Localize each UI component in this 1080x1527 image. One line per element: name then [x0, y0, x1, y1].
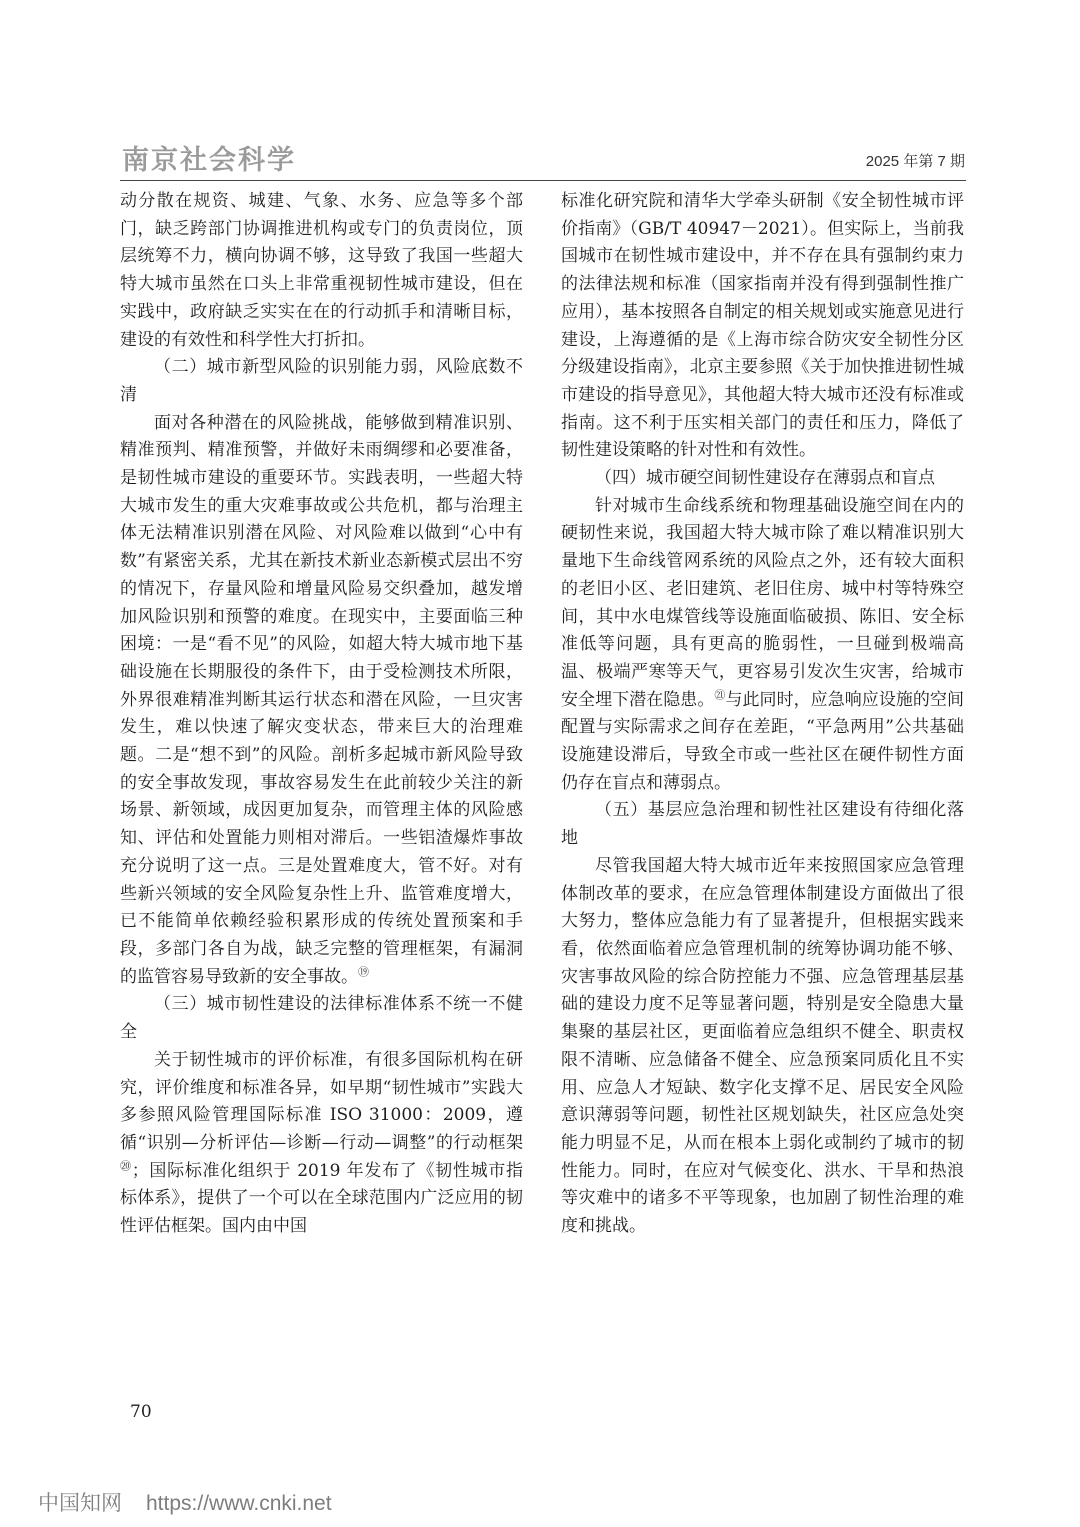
page-number: 70	[130, 1402, 152, 1422]
footer-watermark	[38, 1487, 356, 1517]
paragraph-text: 关于韧性城市的评价标准，有很多国际机构在研究，评价维度和标准各异，如早期“韧性城市”实践大多参照风险管理国际标准 ISO 31000：2009，遵循“识别—分析评估—诊断—行动—调整”的行动框架	[120, 1049, 523, 1153]
paragraph: 尽管我国超大特大城市近年来按照国家应急管理体制改革的要求，在应急管理体制建设方面做出了很大努力，整体应急能力有了显著提升，但根据实践来看，依然面临着应急管理机制的统筹协调功能不够、灾害事故风险的综合防控能力不强、应急管理基层基础的建设力度不足等显著问题，特别是安全隐患大量集聚的基层社区，更面临着应急组织不健全、职责权限不清晰、应急储备不健全、应急预案同质化且不实用、应急人才短缺、数字化支撑不足、居民安全风险意识薄弱等问题，韧性社区规划缺失，社区应急处突能力明显不足，从而在根本上弱化或制约了城市的韧性能力。同时，在应对气候变化、洪水、干旱和热浪等灾难中的诸多不平等现象，也加剧了韧性治理的难度和挑战。	[561, 855, 964, 1237]
footnote-marker: ㉑	[714, 688, 726, 701]
footer-site-name: 中国知网	[38, 1492, 122, 1515]
section-heading: （三）城市韧性建设的法律标准体系不统一不健全	[120, 994, 523, 1043]
paragraph: 动分散在规资、城建、气象、水务、应急等多个部门，缺乏跨部门协调推进机构或专门的负责岗位，顶层统筹不力，横向协调不够，这导致了我国一些超大特大城市虽然在口头上非常重视韧性城市建设，但在实践中，政府缺乏实实在在的行动抓手和清晰目标，建设的有效性和科学性大打折扣。	[120, 191, 523, 350]
paragraph	[120, 410, 523, 992]
issue-number: 2025 年第 7 期	[865, 153, 965, 170]
footnote-marker: ⑳	[120, 1158, 132, 1172]
journal-title: 南京社会科学	[122, 145, 296, 176]
section-heading: （四）城市硬空间韧性建设存在薄弱点和盲点	[595, 468, 935, 489]
section-heading: （五）基层应急治理和韧性社区建设有待细化落地	[561, 800, 964, 849]
paragraph-text: ；国际标准化组织于 2019 年发布了《韧性城市指标体系》，提供了一个可以在全球范围内广泛应用的韧性评估框架。国内由中国	[120, 1160, 524, 1237]
section-heading: （二）城市新型风险的识别能力弱，风险底数不清	[120, 357, 523, 405]
paragraph	[561, 493, 964, 798]
right-column	[561, 188, 964, 1241]
paragraph-text: 面对各种潜在的风险挑战，能够做到精准识别、精准预判、精准预警，并做好未雨绸缪和必要准备，是韧性城市建设的重要环节。实践表明，一些超大特大城市发生的重大灾难事故或公共危机，都与治理主体无法精准识别潜在风险、对风险难以做到“心中有数”有紧密关系，尤其在新技术新业态新模式层出不穷的情况下，存量风险和增量风险易交织叠加，越发增加风险识别和预警的难度。在现实中，主要面临三种困境：一是“看不见”的风险，如超大特大城市地下基础设施在长期服役的条件下，由于受检测技术所限，外界很难精准判断其运行状态和潜在风险，一旦灾害发生，难以快速了解灾变状态，带来巨大的治理难题。二是“想不到”的风险。剖析多起城市新风险导致的安全事故发现，事故容易发生在此前较少关注的新场景、新领域，成因更加复杂，而管理主体的风险感知、评估和处置能力则相对滞后。一些铝渣爆炸事故充分说明了这一点。三是处置难度大，管不好。对有些新兴领域的安全风险复杂性上升、监管难度增大，已不能简单依赖经验积累形成的传统处置预案和手段，多部门各自为战，缺乏完整的管理框架，有漏洞的监管容易导致新的安全事故。	[120, 412, 523, 987]
header-rule	[120, 180, 966, 181]
paragraph: 标准化研究院和清华大学牵头研制《安全韧性城市评价指南》（GB/T 40947－2021）。但实际上，当前我国城市在韧性城市建设中，并不存在具有强制约束力的法律法规和标准（国家指南并没有得到强制性推广应用），基本按照各自制定的相关规划或实施意见进行建设，上海遵循的是《上海市综合防灾安全韧性分区分级建设指南》，北京主要参照《关于加快推进韧性城市建设的指导意见》，其他超大特大城市还没有标准或指南。这不利于压实相关部门的责任和压力，降低了韧性建设策略的针对性和有效性。	[561, 191, 964, 461]
paragraph-text: 针对城市生命线系统和物理基础设施空间在内的硬韧性来说，我国超大特大城市除了难以精准识别大量地下生命线管网系统的风险点之外，还有较大面积的老旧小区、老旧建筑、老旧住房、城中村等特殊空间，其中水电煤管线等设施面临破损、陈旧、安全标准低等问题，具有更高的脆弱性，一旦碰到极端高温、极端严寒等天气，更容易引发次生灾害，给城市安全埋下潜在隐患。	[561, 495, 964, 710]
left-column	[120, 188, 523, 1241]
paragraph	[120, 1047, 523, 1241]
footnote-marker: ⑲	[358, 965, 369, 979]
footer-url[interactable]: https://www.cnki.net	[146, 1492, 332, 1515]
paragraph-text: 与此同时，应急响应设施的空间配置与实际需求之间存在差距，“平急两用”公共基础设施建设滞后，导致全市或一些社区在硬件韧性方面仍存在盲点和薄弱点。	[561, 689, 965, 793]
